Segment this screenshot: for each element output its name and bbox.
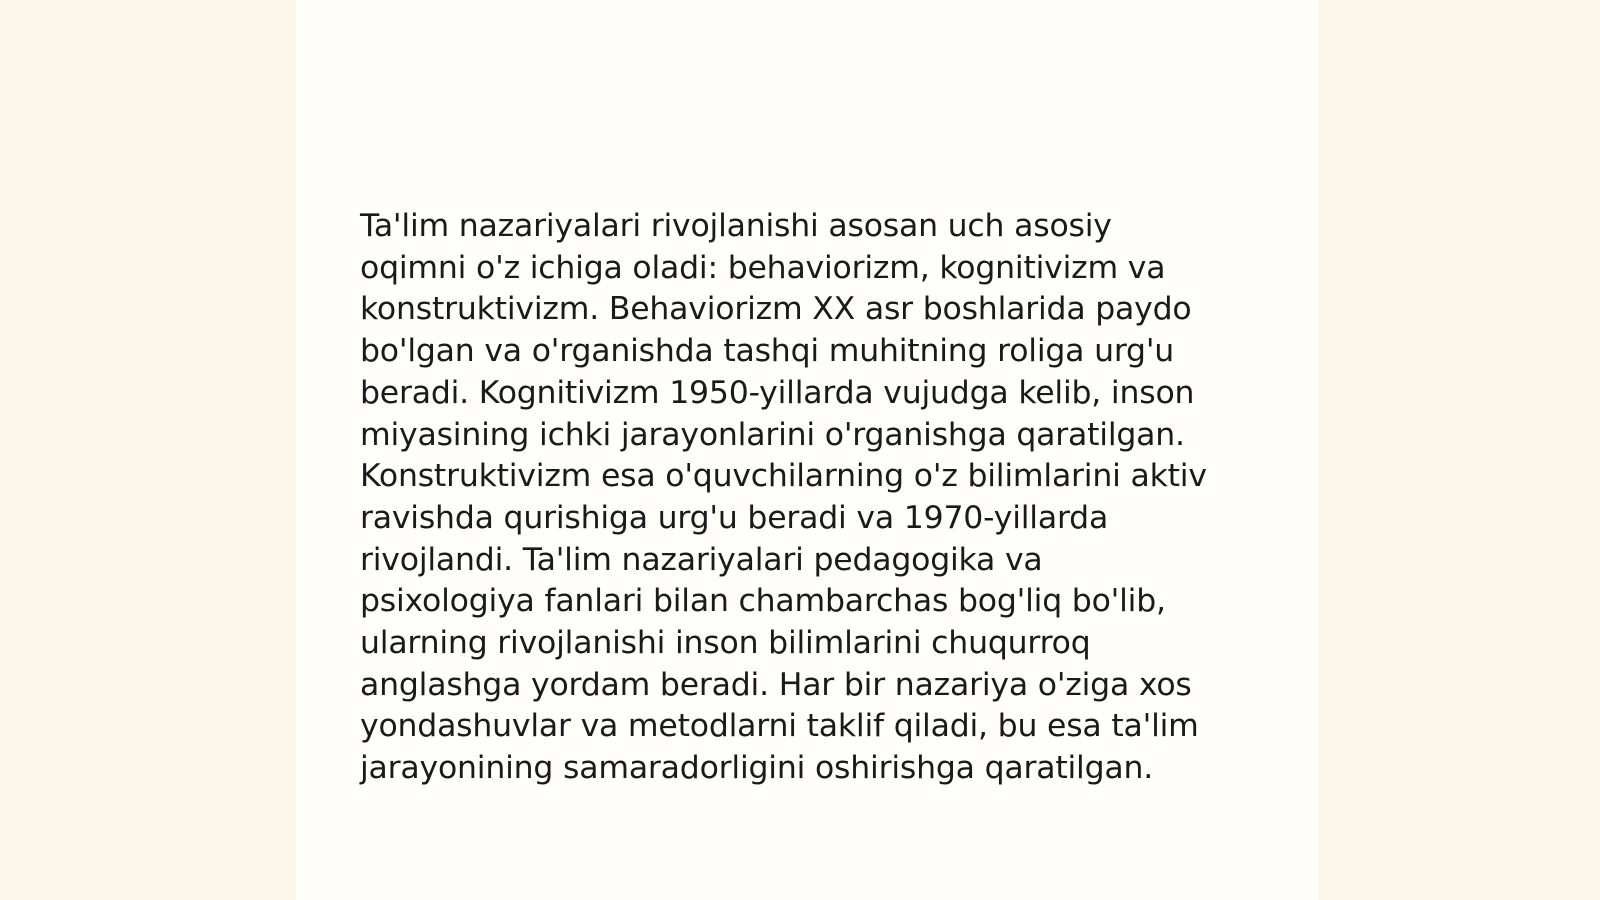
body-paragraph	[360, 206, 1260, 790]
document-page	[296, 0, 1318, 900]
paragraph-line: beradi. Kognitivizm 1950-yillarda vujudga kelib, inson	[360, 374, 1195, 411]
paragraph-line: konstruktivizm. Behaviorizm XX asr boshlarida paydo	[360, 291, 1192, 328]
paragraph-line: psixologiya fanlari bilan chambarchas bog'liq bo'lib,	[360, 583, 1166, 620]
paragraph-line: ularning rivojlanishi inson bilimlarini chuqurroq	[360, 625, 1091, 662]
paragraph-line: miyasining ichki jarayonlarini o'rganishga qaratilgan.	[360, 416, 1185, 453]
paragraph-line: rivojlandi. Ta'lim nazariyalari pedagogika va	[360, 541, 1043, 578]
paragraph-line: oqimni o'z ichiga oladi: behaviorizm, kognitivizm va	[360, 249, 1166, 286]
paragraph-line: yondashuvlar va metodlarni taklif qiladi, bu esa ta'lim	[360, 708, 1199, 745]
paragraph-line: Ta'lim nazariyalari rivojlanishi asosan uch asosiy	[360, 208, 1112, 244]
paragraph-line: jarayonining samaradorligini oshirishga qaratilgan.	[360, 750, 1154, 787]
paragraph-line: ravishda qurishiga urg'u beradi va 1970-yillarda	[360, 499, 1109, 536]
paragraph-line: anglashga yordam beradi. Har bir nazariya o'ziga xos	[360, 666, 1192, 703]
paragraph-line: Konstruktivizm esa o'quvchilarning o'z bilimlarini aktiv	[360, 458, 1207, 495]
paragraph-line: bo'lgan va o'rganishda tashqi muhitning roliga urg'u	[360, 333, 1175, 370]
